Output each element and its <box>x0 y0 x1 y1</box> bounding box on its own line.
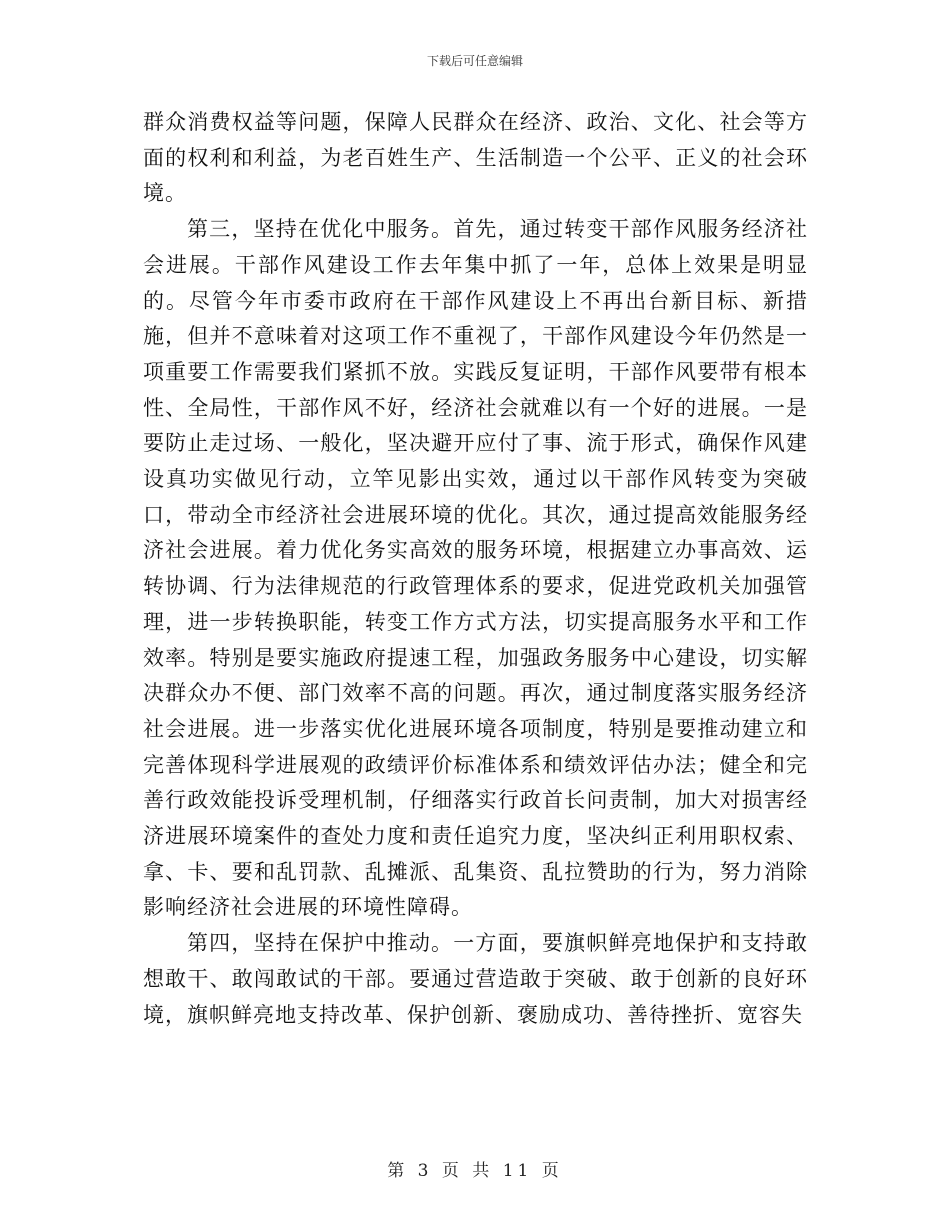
paragraph-1: 群众消费权益等问题，保障人民群众在经济、政治、文化、社会等方面的权利和利益，为老百姓生产、生活制造一个公平、正义的社会环境。 <box>143 110 808 206</box>
page-header-note: 下载后可任意编辑 <box>426 54 523 68</box>
paragraph-2: 第三，坚持在优化中服务。首先，通过转变干部作风服务经济社会进展。干部作风建设工作去年集中抓了一年，总体上效果是明显的。尽管今年市委市政府在干部作风建设上不再出台新目标、新措施，但并不意味着对这项工作不重视了，干部作风建设今年仍然是一项重要工作需要我们紧抓不放。实践反复证明，干部作风要带有根本性、全局性，干部作风不好，经济社会就难以有一个好的进展。一是要防止走过场、一般化，坚决避开应付了事、流于形式，确保作风建设真功实做见行动，立竿见影出实效，通过以干部作风转变为突破口，带动全市经济社会进展环境的优化。其次，通过提高效能服务经济社会进展。着力优化务实高效的服务环境，根据建立办事高效、运转协调、行为法律规范的行政管理体系的要求，促进党政机关加强管理，进一步转换职能，转变工作方式方法，切实提高服务水平和工作效率。特别是要实施政府提速工程，加强政务服务中心建设，切实解决群众办不便、部门效率不高的问题。再次，通过制度落实服务经济社会进展。进一步落实优化进展环境各项制度，特别是要推动建立和完善体现科学进展观的政绩评价标准体系和绩效评估办法；健全和完善行政效能投诉受理机制，仔细落实行政首长问责制，加大对损害经济进展环境案件的查处力度和责任追究力度，坚决纠正利用职权索、拿、卡、要和乱罚款、乱摊派、乱集资、乱拉赞助的行为，努力消除影响经济社会进展的环境性障碍。 <box>143 217 808 920</box>
paragraph-3: 第四，坚持在保护中推动。一方面，要旗帜鲜亮地保护和支持敢想敢干、敢闯敢试的干部。要通过营造敢于突破、敢于创新的良好环境，旗帜鲜亮地支持改革、保护创新、褒励成功、善待挫折、宽容失 <box>143 931 808 1027</box>
page-number-footer: 第 3 页 共 11 页 <box>387 1161 563 1181</box>
document-body <box>143 105 808 1033</box>
